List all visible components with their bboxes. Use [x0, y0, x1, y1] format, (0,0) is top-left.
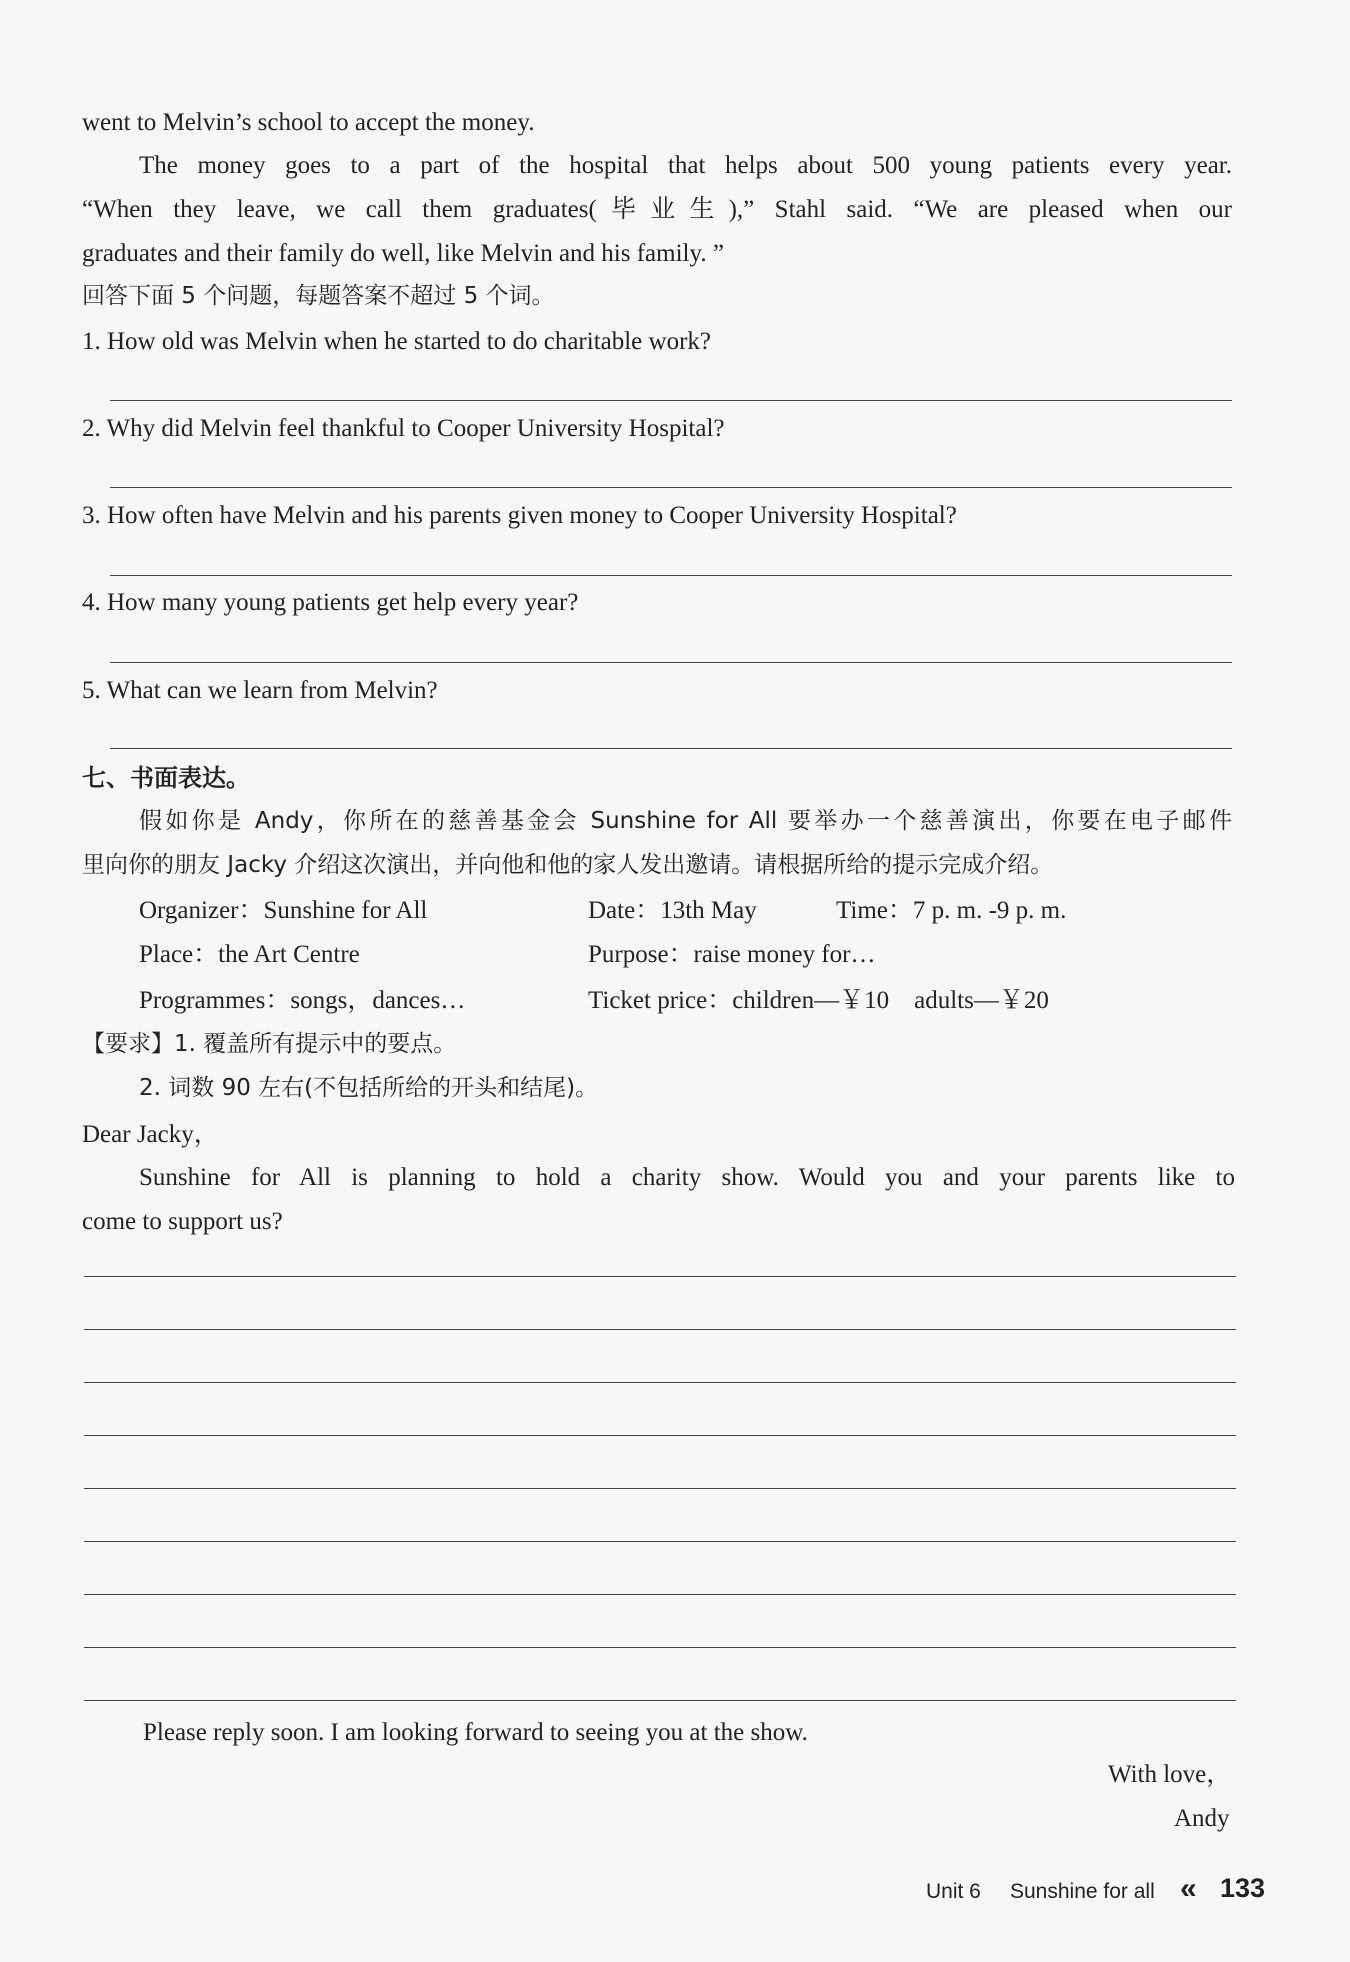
question-2: 2. Why did Melvin feel thankful to Cooper University Hospital? [82, 415, 725, 442]
writing-line[interactable] [84, 1594, 1236, 1595]
answer-line-4[interactable] [110, 662, 1232, 663]
writing-intro: 里向你的朋友 Jacky 介绍这次演出，并向他和他的家人发出邀请。请根据所给的提示完成介绍。 [82, 852, 1054, 878]
requirement-1: 【要求】1. 覆盖所有提示中的要点。 [82, 1031, 457, 1057]
answer-line-2[interactable] [110, 487, 1232, 488]
passage-line: went to Melvin’s school to accept the money. [82, 109, 535, 136]
answer-line-1[interactable] [110, 400, 1232, 401]
requirement-2: 2. 词数 90 左右(不包括所给的开头和结尾)。 [139, 1075, 599, 1101]
hint-date: Date：13th May [588, 897, 757, 924]
writing-line[interactable] [84, 1276, 1236, 1277]
hint-organizer: Organizer：Sunshine for All [139, 897, 428, 924]
footer-unit: Unit 6 [926, 1880, 981, 1903]
letter-closing: Please reply soon. I am looking forward to seeing you at the show. [143, 1719, 808, 1746]
question-5: 5. What can we learn from Melvin? [82, 677, 438, 704]
hint-programmes: Programmes：songs，dances… [139, 987, 466, 1014]
question-1: 1. How old was Melvin when he started to do charitable work? [82, 328, 712, 355]
writing-line[interactable] [84, 1382, 1236, 1383]
letter-opening: Sunshine for All is planning to hold a charity show. Would you and your parents like to [139, 1164, 1235, 1191]
writing-intro: 假如你是 Andy，你所在的慈善基金会 Sunshine for All 要举办一个慈善演出，你要在电子邮件 [139, 808, 1232, 834]
hint-purpose: Purpose：raise money for… [588, 941, 876, 968]
hint-ticket-price: Ticket price：children—￥10 adults—￥20 [588, 987, 1049, 1014]
writing-line[interactable] [84, 1700, 1236, 1701]
writing-line[interactable] [84, 1488, 1236, 1489]
answer-line-5[interactable] [110, 748, 1232, 749]
letter-greeting: Dear Jacky， [82, 1121, 219, 1148]
letter-signature: Andy [1174, 1805, 1230, 1832]
footer-title: Sunshine for all [1010, 1880, 1155, 1903]
letter-opening: come to support us? [82, 1208, 283, 1235]
questions-instruction: 回答下面 5 个问题，每题答案不超过 5 个词。 [82, 283, 555, 309]
question-3: 3. How often have Melvin and his parents given money to Cooper University Hospital? [82, 502, 957, 529]
writing-line[interactable] [84, 1435, 1236, 1436]
answer-line-3[interactable] [110, 575, 1232, 576]
hint-place: Place：the Art Centre [139, 941, 360, 968]
page-number: 133 [1220, 1873, 1266, 1903]
passage-line: “When they leave, we call them graduates(毕业生),” Stahl said. “We are pleased when our [82, 196, 1232, 223]
letter-signoff: With love， [1108, 1761, 1232, 1788]
writing-line[interactable] [84, 1541, 1236, 1542]
question-4: 4. How many young patients get help every year? [82, 589, 579, 616]
chevron-left-icon: « [1180, 1872, 1197, 1905]
hint-time: Time：7 p. m. -9 p. m. [836, 897, 1067, 924]
writing-line[interactable] [84, 1329, 1236, 1330]
writing-line[interactable] [84, 1647, 1236, 1648]
section-title: 七、书面表达。 [82, 764, 250, 792]
passage-line: graduates and their family do well, like Melvin and his family. ” [82, 240, 724, 267]
passage-line: The money goes to a part of the hospital that helps about 500 young patients every year. [139, 152, 1232, 179]
